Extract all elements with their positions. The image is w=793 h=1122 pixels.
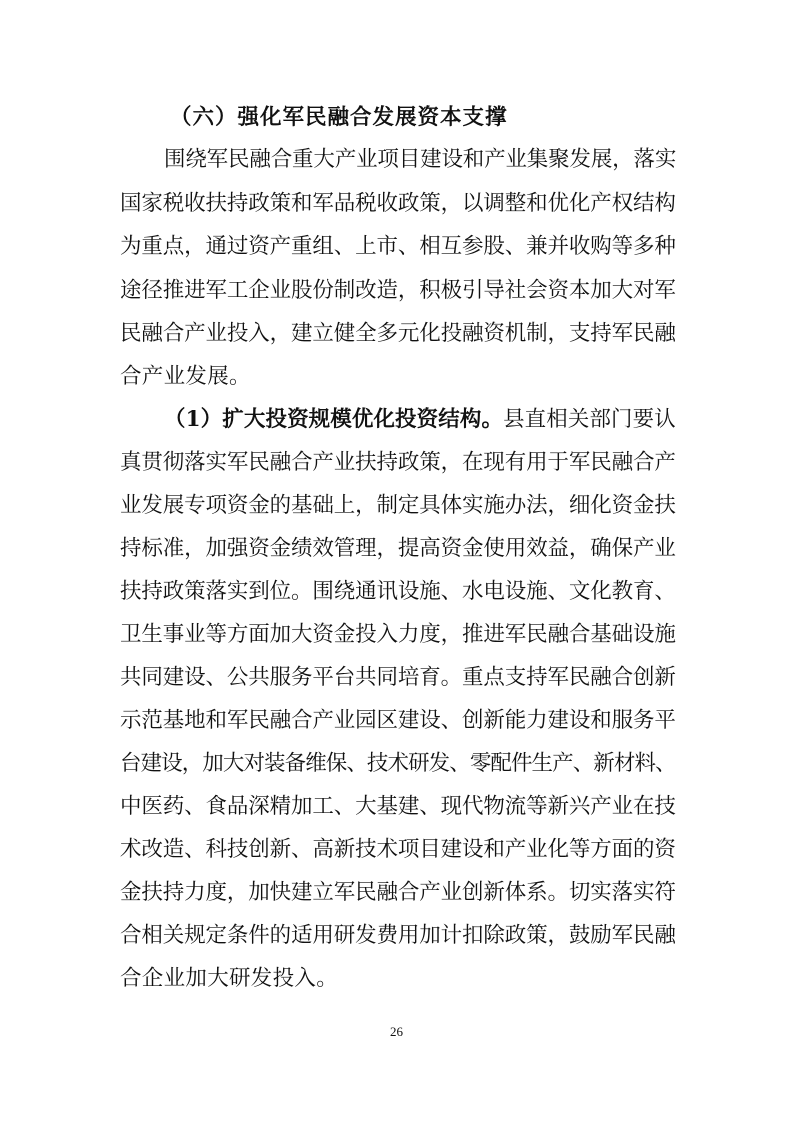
section-heading: （六）强化军民融合发展资本支撑 xyxy=(170,105,508,130)
paragraph-line: 途径推进军工企业股份制改造，积极引导社会资本加大对军 xyxy=(120,278,676,303)
paragraph-line: 为重点，通过资产重组、上市、相互参股、兼并收购等多种 xyxy=(120,234,676,259)
item-1-lead: （1）扩大投资规模优化投资结构。 xyxy=(164,407,504,432)
paragraph-line: 业发展专项资金的基础上，制定具体实施办法，细化资金扶 xyxy=(120,493,676,518)
paragraph-line: 术改造、科技创新、高新技术项目建设和产业化等方面的资 xyxy=(120,837,676,862)
paragraph-line: 合产业发展。 xyxy=(120,364,251,389)
item-1-first-line xyxy=(164,405,676,435)
paragraph-line: 台建设，加大对装备维保、技术研发、零配件生产、新材料、 xyxy=(120,751,676,776)
paragraph-line: 金扶持力度，加快建立军民融合产业创新体系。切实落实符 xyxy=(120,880,676,905)
paragraph-line: 扶持政策落实到位。围绕通讯设施、水电设施、文化教育、 xyxy=(120,579,676,604)
paragraph-line: 民融合产业投入，建立健全多元化投融资机制，支持军民融 xyxy=(120,321,676,346)
page-number: 26 xyxy=(390,1024,403,1039)
paragraph-line: 合相关规定条件的适用研发费用加计扣除政策，鼓励军民融 xyxy=(120,923,676,948)
paragraph-line: 中医药、食品深精加工、大基建、现代物流等新兴产业在技 xyxy=(120,794,676,819)
paragraph-line: 示范基地和军民融合产业园区建设、创新能力建设和服务平 xyxy=(120,708,676,733)
paragraph-line: 持标准，加强资金绩效管理，提高资金使用效益，确保产业 xyxy=(120,536,676,561)
paragraph-line: 共同建设、公共服务平台共同培育。重点支持军民融合创新 xyxy=(120,665,676,690)
item-1-first-line-rest: 县直相关部门要认 xyxy=(503,407,676,432)
paragraph-line: 围绕军民融合重大产业项目建设和产业集聚发展，落实 xyxy=(164,147,677,172)
paragraph-line: 合企业加大研发投入。 xyxy=(120,966,339,991)
paragraph-line: 真贯彻落实军民融合产业扶持政策，在现有用于军民融合产 xyxy=(120,450,676,475)
paragraph-line: 卫生事业等方面加大资金投入力度，推进军民融合基础设施 xyxy=(120,622,676,647)
paragraph-line: 国家税收扶持政策和军品税收政策，以调整和优化产权结构 xyxy=(120,191,676,216)
